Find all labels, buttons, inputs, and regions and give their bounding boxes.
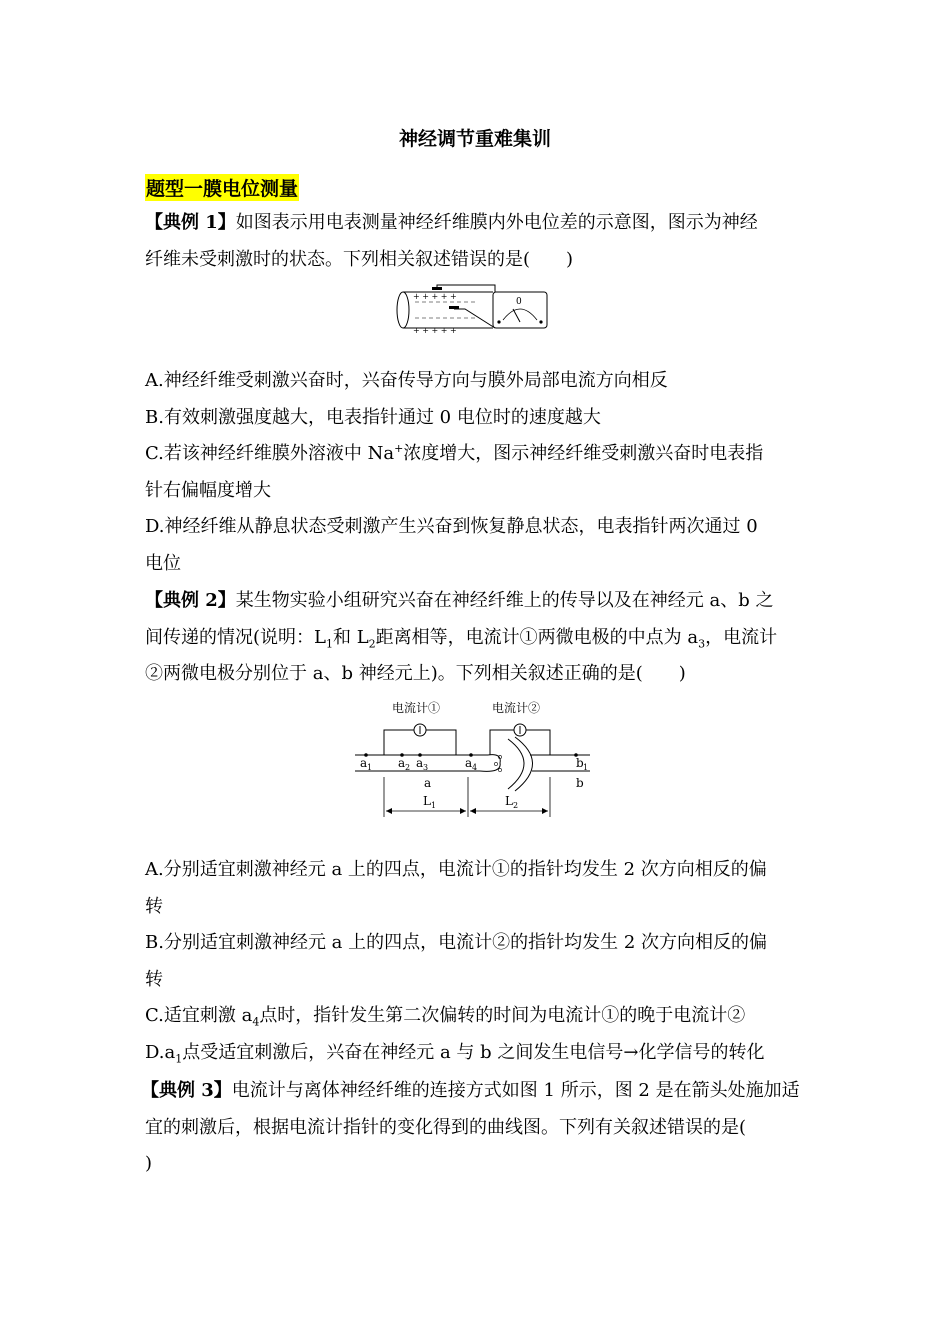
example-1-question <box>145 205 810 278</box>
option-1c: C.若该神经纤维膜外溶液中 Na+浓度增大，图示神经纤维受刺激兴奋时电表指 <box>145 442 764 464</box>
svg-text:2: 2 <box>405 763 411 772</box>
example-2-question: 【典例 2】某生物实验小组研究兴奋在神经纤维上的传导以及在神经元 a、b 之 间传递的情况(说明：$L_1$和 $L_2$距离相等，电流计①两微电极的中点为 $a_3$，电流计 ②两微电极分别位于 a、b 神经元上)。下列相关叙述正确的是( ) <box>145 590 778 684</box>
option-1c-cont: 针右偏幅度增大 <box>145 479 271 501</box>
example-1-text-line2: 纤维未受刺激时的状态。下列相关叙述错误的是( ) <box>145 248 574 270</box>
example-3-question: 【典例 3】电流计与离体神经纤维的连接方式如图 1 所示，图 2 是在箭头处施加适 宜的刺激后，根据电流计指针的变化得到的曲线图。下列有关叙述错误的是( ) <box>141 1080 800 1174</box>
meter-zero-label: 0 <box>516 297 522 307</box>
svg-text:2: 2 <box>513 801 519 810</box>
svg-text:a: a <box>416 756 424 770</box>
option-1b: B.有效刺激强度越大，电表指针通过 0 电位时的速度越大 <box>145 406 601 428</box>
svg-text:a: a <box>398 756 406 770</box>
option-2b: B.分别适宜刺激神经元 a 上的四点，电流计②的指针均发生 2 次方向相反的偏 <box>145 932 768 953</box>
example-1-text-line1: 如图表示用电表测量神经纤维膜内外电位差的示意图，图示为神经 <box>235 212 758 233</box>
svg-text:1: 1 <box>431 801 437 810</box>
neuron-b-label: b <box>576 776 584 790</box>
page-title: 神经调节重难集训 <box>398 128 551 150</box>
option-2a: A.分别适宜刺激神经元 a 上的四点，电流计①的指针均发生 2 次方向相反的偏 <box>145 859 767 880</box>
option-1a: A.神经纤维受刺激兴奋时，兴奋传导方向与膜外局部电流方向相反 <box>145 370 668 391</box>
example-1-tag: 【典例 1】 <box>145 212 236 233</box>
option-2d: $D.a_1$点受适宜刺激后，兴奋在神经元 a 与 b 之间发生电信号→化学信号的转化 <box>145 1041 765 1066</box>
option-2a-cont: 转 <box>145 895 163 917</box>
option-2c: C.适宜刺激 $a_4$点时，指针发生第二次偏转的时间为电流计①的晚于电流计② <box>145 1005 746 1029</box>
example-1-options <box>145 363 810 582</box>
svg-text:1: 1 <box>367 763 373 772</box>
svg-text:b: b <box>576 756 584 770</box>
distance-l2-label: L <box>505 794 513 808</box>
option-1d-cont: 电位 <box>145 552 181 574</box>
option-1d: D.神经纤维从静息状态受刺激产生兴奋到恢复静息状态，电表指针两次通过 0 <box>145 516 758 537</box>
section-heading: 题型一膜电位测量 <box>145 174 299 201</box>
example-2-tag: 【典例 2】 <box>145 590 236 611</box>
fiber-plus-top: + + + + + <box>413 292 457 301</box>
fiber-plus-bottom: + + + + + <box>413 326 457 335</box>
meter-1-label: 电流计① <box>392 701 441 715</box>
svg-text:1: 1 <box>583 763 589 772</box>
meter-2-label: 电流计② <box>492 701 541 715</box>
svg-text:4: 4 <box>472 763 478 772</box>
svg-text:a: a <box>360 756 368 770</box>
example-3-tag: 【典例 3】 <box>141 1080 232 1101</box>
distance-l1-label: L <box>423 794 431 808</box>
svg-text:a: a <box>465 756 473 770</box>
neuron-a-label: a <box>424 776 432 790</box>
svg-text:3: 3 <box>423 763 429 772</box>
example-2-options <box>145 852 810 1071</box>
figure-nerve-fiber-meter <box>395 284 555 336</box>
figure-neuron-galvanometers <box>350 697 600 819</box>
option-2b-cont: 转 <box>145 968 163 990</box>
